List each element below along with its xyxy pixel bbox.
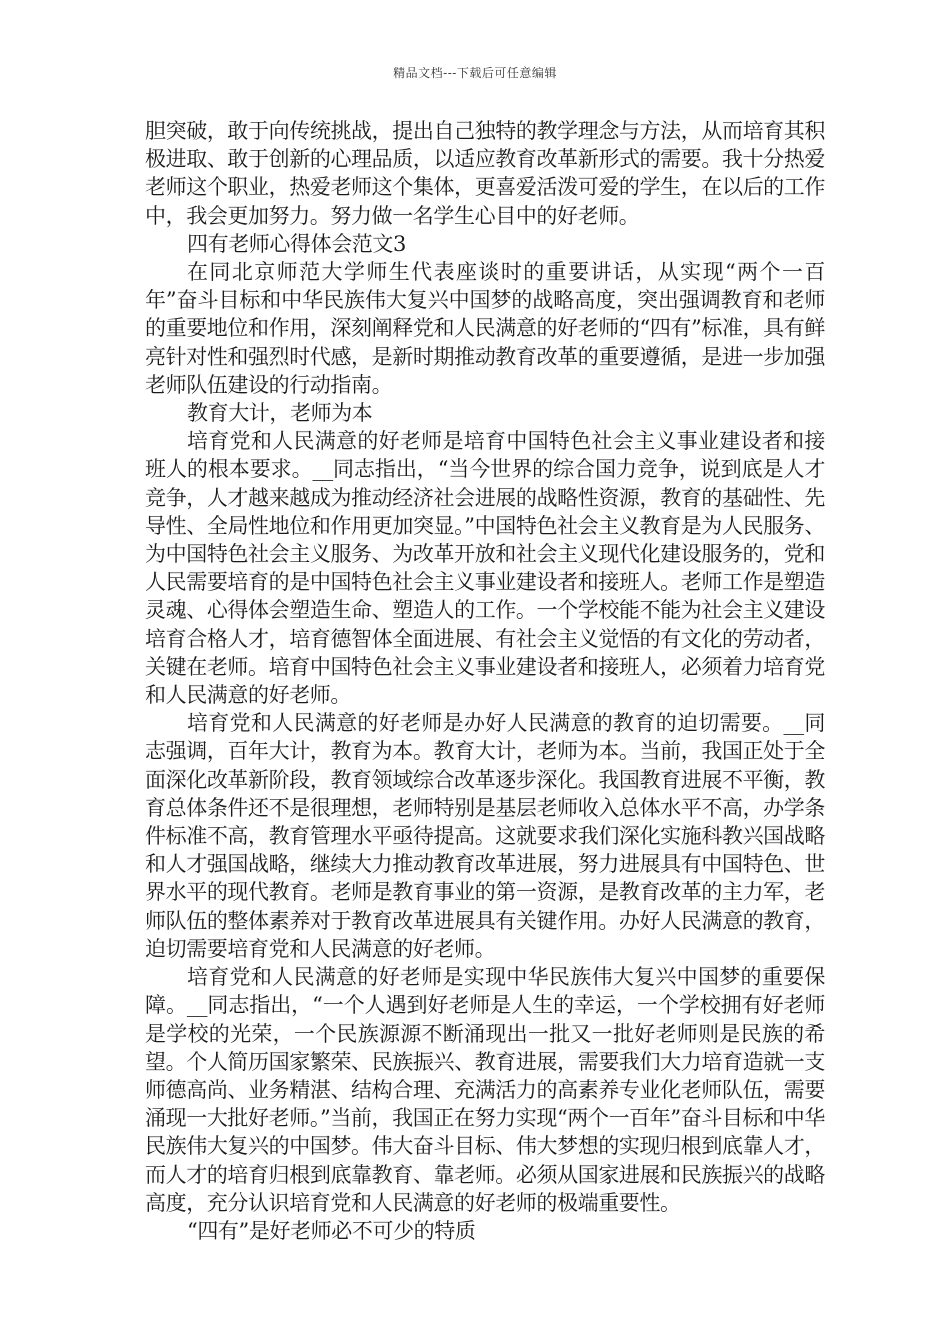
paragraph: 在同北京师范大学师生代表座谈时的重要讲话，从实现“两个一百年”奋斗目标和中华民族伟大复兴中国梦的战略高度，突出强调教育和老师的重要地位和作用，深刻阐释党和人民满意的好老师的“四有”标准，具有鲜亮针对性和强烈时代感，是新时期推动教育改革的重要遵循，是进一步加强老师队伍建设的行动指南。 bbox=[145, 260, 825, 397]
document-body bbox=[145, 117, 825, 1245]
paragraph: 培育党和人民满意的好老师是实现中华民族伟大复兴中国梦的重要保障。__同志指出，“一个人遇到好老师是人生的幸运，一个学校拥有好老师是学校的光荣，一个民族源源不断涌现出一批又一批好老师则是民族的希望。个人简历国家繁荣、民族振兴、教育进展，需要我们大力培育造就一支师德高尚、业务精湛、结构合理、充满活力的高素养专业化老师队伍，需要涌现一大批好老师。”当前，我国正在努力实现“两个一百年”奋斗目标和中华民族伟大复兴的中国梦。伟大奋斗目标、伟大梦想的实现归根到底靠人才，而人才的培育归根到底靠教育、靠老师。必须从国家进展和民族振兴的战略高度，充分认识培育党和人民满意的好老师的极端重要性。 bbox=[145, 965, 825, 1215]
page-header: 精品文档---下载后可任意编辑 bbox=[393, 66, 557, 80]
paragraph: 培育党和人民满意的好老师是办好人民满意的教育的迫切需要。__同志强调，百年大计，教育为本。教育大计，老师为本。当前，我国正处于全面深化改革新阶段，教育领域综合改革逐步深化。我国教育进展不平衡，教育总体条件还不是很理想，老师特别是基层老师收入总体水平不高，办学条件标准不高，教育管理水平亟待提高。这就要求我们深化实施科教兴国战略和人才强国战略，继续大力推动教育改革进展，努力进展具有中国特色、世界水平的现代教育。老师是教育事业的第一资源，是教育改革的主力军，老师队伍的整体素养对于教育改革进展具有关键作用。办好人民满意的教育，迫切需要培育党和人民满意的好老师。 bbox=[145, 711, 825, 961]
section-title: 四有老师心得体会范文3 bbox=[187, 231, 406, 256]
paragraph: 培育党和人民满意的好老师是培育中国特色社会主义事业建设者和接班人的根本要求。__同志指出，“当今世界的综合国力竞争，说到底是人才竞争，人才越来越成为推动经济社会进展的战略性资源，教育的基础性、先导性、全局性地位和作用更加突显。”中国特色社会主义教育是为人民服务、为中国特色社会主义服务、为改革开放和社会主义现代化建设服务的，党和人民需要培育的是中国特色社会主义事业建设者和接班人。老师工作是塑造灵魂、心得体会塑造生命、塑造人的工作。一个学校能不能为社会主义建设培育合格人才，培育德智体全面进展、有社会主义觉悟的有文化的劳动者，关键在老师。培育中国特色社会主义事业建设者和接班人，必须着力培育党和人民满意的好老师。 bbox=[145, 429, 825, 708]
subheading: 教育大计，老师为本 bbox=[187, 401, 373, 426]
subheading: “四有”是好老师必不可少的特质 bbox=[187, 1218, 476, 1243]
paragraph-continuation: 胆突破，敢于向传统挑战，提出自己独特的教学理念与方法，从而培育其积极进取、敢于创新的心理品质，以适应教育改革新形式的需要。我十分热爱老师这个职业，热爱老师这个集体，更喜爱活泼可爱的学生，在以后的工作中，我会更加努力。努力做一名学生心目中的好老师。 bbox=[145, 119, 825, 228]
